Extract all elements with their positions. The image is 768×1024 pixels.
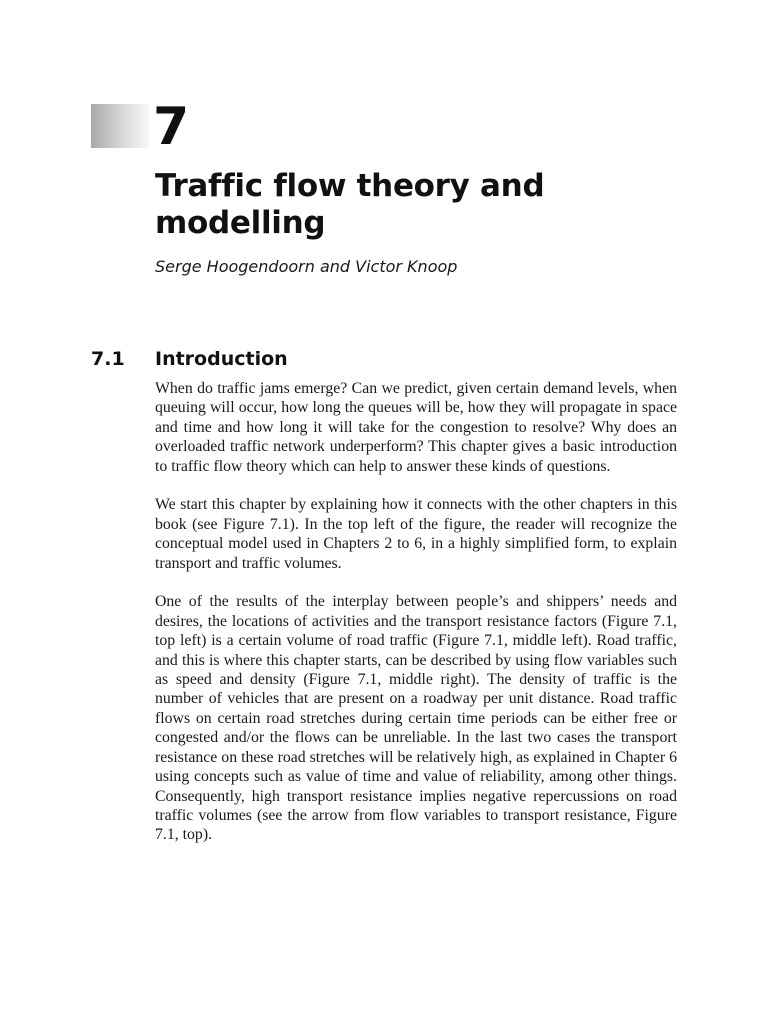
section-number: 7.1 [91, 348, 125, 370]
chapter-marker-block [91, 104, 149, 148]
chapter-title: Traffic flow theory and modelling [155, 168, 545, 241]
section-body [155, 379, 677, 864]
body-paragraph: When do traffic jams emerge? Can we predict, given certain demand levels, when queuing will occur, how long the queues will be, how they will propagate in space and time and how long it will take for the congestion to resolve? Why does an overloaded traffic network underperform? This chapter gives a basic introduction to traffic flow theory which can help to answer these kinds of questions. [155, 380, 677, 475]
body-paragraph: We start this chapter by explaining how it connects with the other chapters in this book (see Figure 7.1). In the top left of the figure, the reader will recognize the conceptual model used in Chapters 2 to 6, in a highly simplified form, to explain transport and traffic volumes. [155, 496, 677, 572]
chapter-number: 7 [153, 97, 190, 157]
section-title: Introduction [155, 348, 288, 370]
body-paragraph: One of the results of the interplay between people’s and shippers’ needs and desires, the locations of activities and the transport resistance factors (Figure 7.1, top left) is a certain volume of road traffic (Figure 7.1, middle left). Road traffic, and this is where this chapter starts, can be described by using flow variables such as speed and density (Figure 7.1, middle right). The density of traffic is the number of vehicles that are present on a roadway per unit distance. Road traffic flows on certain road stretches during certain time periods can be either free or congested and/or the flows can be unreliable. In the last two cases the transport resistance on these road stretches will be relatively high, as explained in Chapter 6 using concepts such as value of time and value of reliability, among other things. Consequently, high transport resistance implies negative repercussions on road traffic volumes (see the arrow from flow variables to transport resistance, Figure 7.1, top). [155, 593, 677, 844]
section-heading [91, 346, 288, 372]
chapter-authors: Serge Hoogendoorn and Victor Knoop [155, 257, 458, 276]
